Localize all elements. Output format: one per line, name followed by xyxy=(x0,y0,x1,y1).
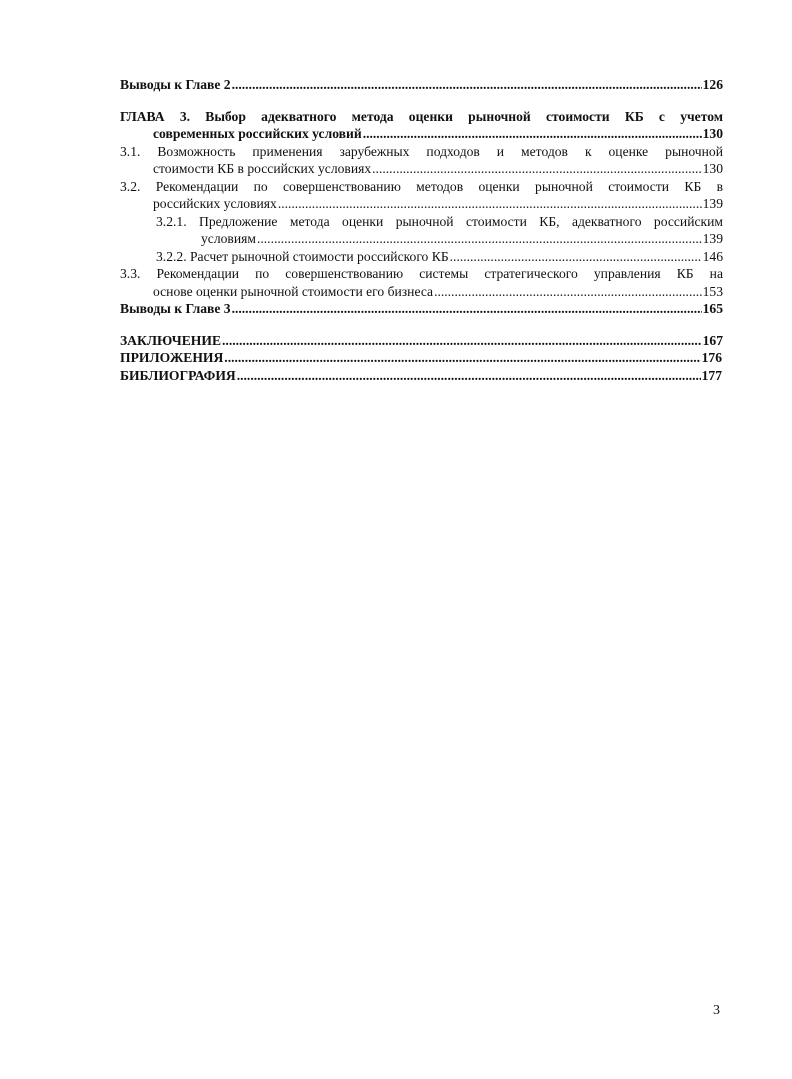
toc-entry-conclusions-ch3 xyxy=(120,300,723,318)
toc-entry-page: 139 xyxy=(702,231,723,246)
dot-leader xyxy=(224,349,700,367)
toc-entry-conclusions-ch2 xyxy=(120,76,723,94)
toc-entry-line xyxy=(120,160,723,178)
dot-leader xyxy=(222,332,702,350)
dot-leader xyxy=(232,300,702,318)
toc-entry-section-3-3 xyxy=(120,265,723,300)
toc-entry-line: 3.3. Рекомендации по совершенствованию системы стратегического управления КБ на xyxy=(120,266,723,281)
dot-leader xyxy=(363,125,702,143)
toc-entry-label: Выводы к Главе 3 xyxy=(120,301,231,316)
toc-entry-label: ЗАКЛЮЧЕНИЕ xyxy=(120,332,222,348)
dot-leader xyxy=(232,76,702,94)
dot-leader xyxy=(434,283,702,301)
toc-entry-line xyxy=(120,125,723,143)
toc-entry-conclusion xyxy=(120,332,723,350)
toc-entry-label: стоимости КБ в российских условиях xyxy=(153,161,372,176)
dot-leader xyxy=(278,195,702,213)
dot-leader xyxy=(237,367,701,385)
toc-entry-chapter3 xyxy=(120,108,723,143)
toc-entry-bibliography xyxy=(120,367,722,385)
toc-entry-line xyxy=(120,195,723,213)
toc-entry-line xyxy=(120,283,723,301)
dot-leader xyxy=(450,248,702,266)
toc-entry-section-3-2-1 xyxy=(120,213,723,248)
toc-entry-page: 126 xyxy=(702,77,723,92)
toc-entry-page: 167 xyxy=(702,332,723,348)
toc-entry-label: основе оценки рыночной стоимости его бизнеса xyxy=(153,283,434,299)
toc-entry-label: условиям xyxy=(201,231,256,246)
toc-entry-section-3-2-2 xyxy=(120,248,723,266)
toc-entry-page: 130 xyxy=(702,126,723,141)
toc-entry-line xyxy=(156,230,723,248)
page-number: 3 xyxy=(713,1003,720,1018)
toc-entry-page: 165 xyxy=(702,301,723,316)
toc-entry-page: 153 xyxy=(702,283,723,299)
toc-entry-label: современных российских условий xyxy=(153,126,362,141)
toc-entry-line: 3.2. Рекомендации по совершенствованию методов оценки рыночной стоимости КБ в xyxy=(120,178,723,194)
dot-leader xyxy=(372,160,701,178)
toc-entry-line: 3.2.1. Предложение метода оценки рыночной стоимости КБ, адекватного российским xyxy=(156,213,723,229)
toc-entry-label: БИБЛИОГРАФИЯ xyxy=(120,367,236,383)
toc-entry-page: 177 xyxy=(701,367,722,383)
toc-entry-section-3-1 xyxy=(120,143,723,178)
toc-entry-page: 176 xyxy=(701,350,722,365)
dot-leader xyxy=(257,230,702,248)
toc-entry-label: 3.2.2. Расчет рыночной стоимости российского КБ xyxy=(156,248,449,264)
toc-entry-appendices xyxy=(120,349,722,367)
toc-entry-label: ПРИЛОЖЕНИЯ xyxy=(120,350,224,365)
toc-entry-label: российских условиях xyxy=(153,196,277,211)
toc-entry-line: 3.1. Возможность применения зарубежных подходов и методов к оценке рыночной xyxy=(120,143,723,159)
toc-entry-page: 139 xyxy=(702,196,723,211)
toc-entry-page: 146 xyxy=(702,248,723,264)
table-of-contents xyxy=(120,76,723,384)
toc-entry-section-3-2 xyxy=(120,178,723,213)
toc-entry-label: Выводы к Главе 2 xyxy=(120,77,231,92)
toc-entry-line: ГЛАВА 3. Выбор адекватного метода оценки рыночной стоимости КБ с учетом xyxy=(120,108,723,124)
toc-entry-page: 130 xyxy=(702,161,723,176)
